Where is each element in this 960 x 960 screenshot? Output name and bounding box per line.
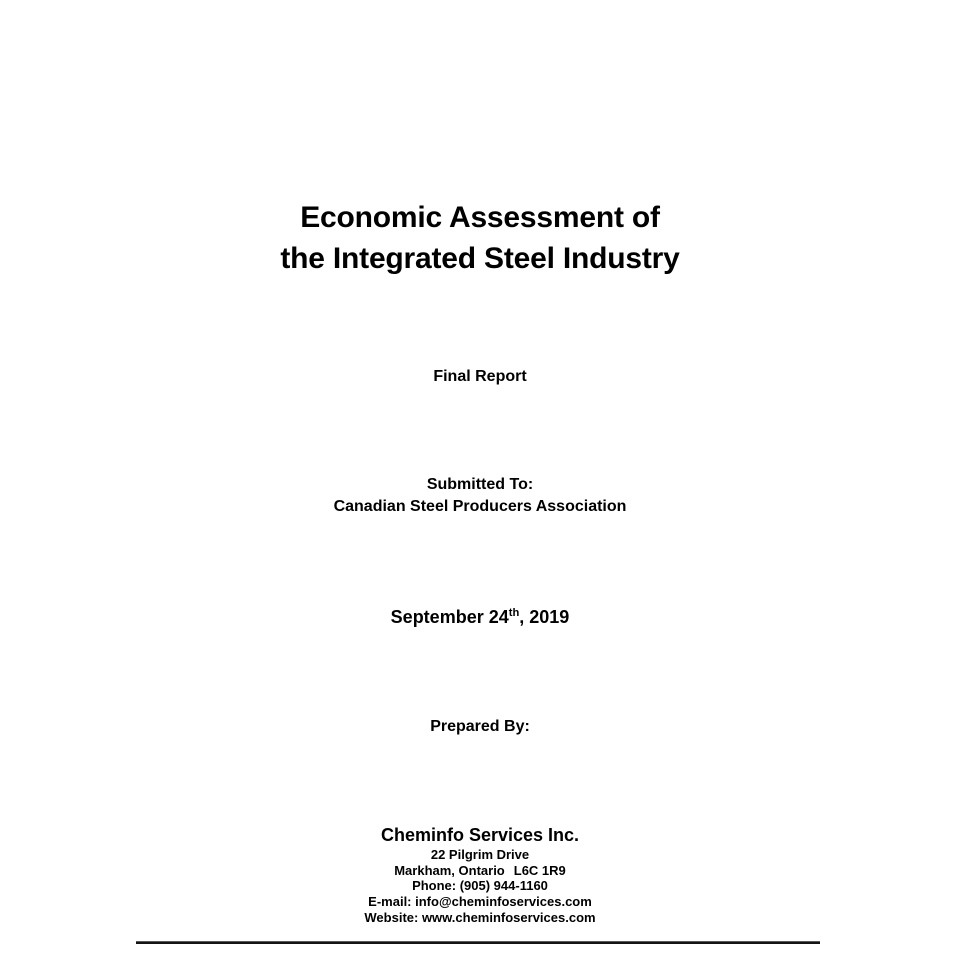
prepared-by-label: Prepared By: bbox=[430, 718, 530, 735]
date-month-day: September 24 bbox=[390, 607, 509, 627]
preparer-city-province: Markham, Ontario bbox=[394, 862, 505, 878]
preparer-website: Website: www.cheminfoservices.com bbox=[364, 909, 596, 925]
title-line-2: the Integrated Steel Industry bbox=[280, 242, 680, 275]
preparer-email: E-mail: info@cheminfoservices.com bbox=[368, 894, 592, 910]
submitted-to-label: Submitted To: bbox=[426, 476, 534, 493]
date-ordinal-suffix: th bbox=[508, 607, 520, 619]
submitted-to-organization: Canadian Steel Producers Association bbox=[333, 498, 627, 515]
page-title bbox=[0, 197, 960, 279]
title-line-1: Economic Assessment of bbox=[300, 201, 660, 234]
document-date bbox=[0, 605, 960, 630]
preparer-postal-code: L6C 1R9 bbox=[513, 862, 566, 878]
preparer-contact-block bbox=[0, 824, 960, 926]
report-type-label: Final Report bbox=[433, 368, 527, 385]
submitted-to-block bbox=[0, 474, 960, 518]
preparer-city-postal bbox=[0, 863, 960, 879]
footer-divider bbox=[136, 941, 820, 944]
preparer-phone: Phone: (905) 944-1160 bbox=[412, 878, 548, 894]
preparer-company-name: Cheminfo Services Inc. bbox=[380, 825, 580, 845]
preparer-street: 22 Pilgrim Drive bbox=[430, 847, 530, 862]
date-year: , 2019 bbox=[519, 607, 570, 627]
